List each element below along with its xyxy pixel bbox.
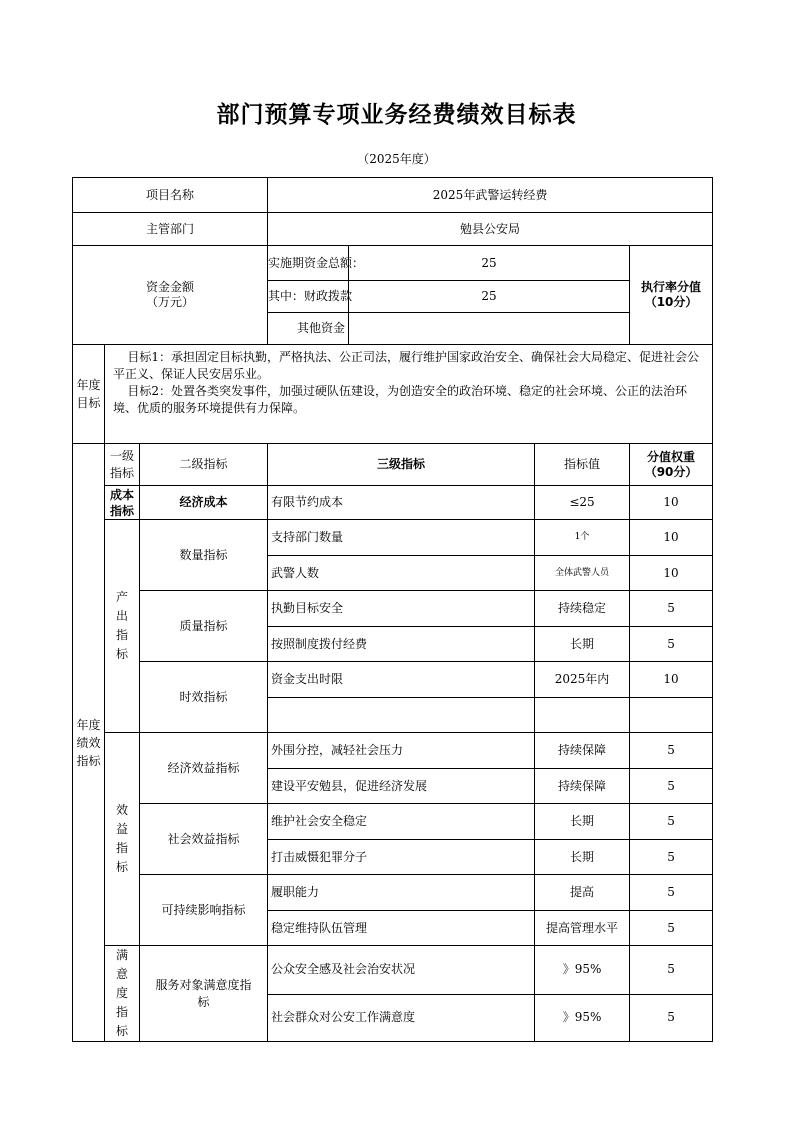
annual-goals-label: 年度目标: [73, 345, 105, 444]
execution-rate-line2: （10分）: [644, 295, 698, 309]
social-benefit-indicator: 社会效益指标: [140, 804, 268, 875]
economic-item-2-name: 建设平安勉县，促进经济发展: [268, 769, 535, 804]
output-level1: 产出指标: [105, 520, 140, 733]
performance-target-table: [72, 177, 713, 1042]
social-item-1-name: 维护社会安全稳定: [268, 804, 535, 840]
quality-item-2-weight: 5: [630, 627, 713, 662]
sustainable-item-1-name: 履职能力: [268, 875, 535, 911]
quality-item-2-value: 长期: [535, 627, 630, 662]
header-value: 指标值: [535, 444, 630, 486]
header-level3: 三级指标: [268, 444, 535, 486]
satisfaction-level1: 满意度指标: [105, 946, 140, 1042]
timeliness-indicator: 时效指标: [140, 662, 268, 733]
annual-goals-text: [105, 345, 713, 444]
cost-level3: 有限节约成本: [268, 486, 535, 520]
sustainable-item-2-weight: 5: [630, 911, 713, 946]
satisfaction-item-1-name: 公众安全感及社会治安状况: [268, 946, 535, 995]
quality-item-2-name: 按照制度拨付经费: [268, 627, 535, 662]
goal-2: 目标2：处置各类突发事件，加强过硬队伍建设，为创造安全的政治环境、稳定的社会环境、公正的法治环境、优质的服务环境提供有力保障。: [113, 384, 688, 415]
total-funds-value: 25: [349, 246, 630, 281]
quality-item-1-weight: 5: [630, 591, 713, 627]
social-item-2-value: 长期: [535, 840, 630, 875]
timeliness-item-1-weight: 10: [630, 662, 713, 698]
economic-item-1-name: 外围分控，减轻社会压力: [268, 733, 535, 769]
satisfaction-item-2-value: 》95%: [535, 994, 630, 1041]
header-weight-line1: 分值权重: [647, 449, 696, 464]
satisfaction-indicator: 服务对象满意度指标: [140, 946, 268, 1042]
quality-indicator: 质量指标: [140, 591, 268, 662]
economic-item-1-weight: 5: [630, 733, 713, 769]
economic-item-2-value: 持续保障: [535, 769, 630, 804]
economic-item-2-weight: 5: [630, 769, 713, 804]
cost-level2: 经济成本: [140, 486, 268, 520]
quality-item-1-value: 持续稳定: [535, 591, 630, 627]
header-weight-line2: （90分）: [644, 464, 698, 479]
quantity-item-1-value: 1个: [535, 520, 630, 556]
timeliness-item-1-name: 资金支出时限: [268, 662, 535, 698]
social-item-2-weight: 5: [630, 840, 713, 875]
fiscal-funds-label: 其中：财政拨款: [268, 281, 349, 313]
timeliness-item-2-weight: [630, 698, 713, 733]
sustainable-impact-indicator: 可持续影响指标: [140, 875, 268, 946]
cost-value: ≤25: [535, 486, 630, 520]
cost-weight: 10: [630, 486, 713, 520]
benefit-level1: 效益指标: [105, 733, 140, 946]
sustainable-item-2-name: 稳定维持队伍管理: [268, 911, 535, 946]
economic-item-1-value: 持续保障: [535, 733, 630, 769]
cost-level1: 成本指标: [105, 486, 140, 520]
annual-indicators-label: 年度绩效指标: [73, 444, 105, 1042]
page-title: 部门预算专项业务经费绩效目标表: [216, 102, 577, 128]
social-item-1-weight: 5: [630, 804, 713, 840]
quantity-indicator: 数量指标: [140, 520, 268, 591]
quantity-item-1-name: 支持部门数量: [268, 520, 535, 556]
funds-label-line1: 资金金额: [146, 280, 195, 294]
sustainable-item-1-value: 提高: [535, 875, 630, 911]
goal-1: 目标1：承担固定目标执勤，严格执法、公正司法，履行维护国家政治安全、确保社会大局稳定、促进社会公平正义、保证人民安居乐业。: [113, 350, 700, 381]
satisfaction-item-1-weight: 5: [630, 946, 713, 995]
quantity-item-2-weight: 10: [630, 556, 713, 591]
social-item-1-value: 长期: [535, 804, 630, 840]
social-item-2-name: 打击威慑犯罪分子: [268, 840, 535, 875]
other-funds-label: 其他资金: [268, 313, 349, 345]
fiscal-funds-value: 25: [349, 281, 630, 313]
quantity-item-2-name: 武警人数: [268, 556, 535, 591]
execution-rate-line1: 执行率分值: [641, 280, 702, 294]
timeliness-item-1-value: 2025年内: [535, 662, 630, 698]
header-level1: 一级指标: [105, 444, 140, 486]
execution-rate-score: [630, 246, 713, 345]
quality-item-1-name: 执勤目标安全: [268, 591, 535, 627]
timeliness-item-2-name: [268, 698, 535, 733]
quantity-item-2-value: 全体武警人员: [535, 556, 630, 591]
department-value: 勉县公安局: [268, 213, 713, 246]
sustainable-item-2-value: 提高管理水平: [535, 911, 630, 946]
satisfaction-item-2-weight: 5: [630, 994, 713, 1041]
sustainable-item-1-weight: 5: [630, 875, 713, 911]
funds-label-line2: （万元）: [146, 295, 195, 309]
project-name-value: 2025年武警运转经费: [268, 178, 713, 213]
project-name-label: 项目名称: [73, 178, 268, 213]
economic-benefit-indicator: 经济效益指标: [140, 733, 268, 804]
header-level2: 二级指标: [140, 444, 268, 486]
satisfaction-item-1-value: 》95%: [535, 946, 630, 995]
total-funds-label: 实施期资金总额：: [268, 246, 349, 281]
satisfaction-item-2-name: 社会群众对公安工作满意度: [268, 994, 535, 1041]
funds-label: [73, 246, 268, 345]
other-funds-value: [349, 313, 630, 345]
header-weight: [630, 444, 713, 486]
quantity-item-1-weight: 10: [630, 520, 713, 556]
department-label: 主管部门: [73, 213, 268, 246]
timeliness-item-2-value: [535, 698, 630, 733]
fiscal-year: （2025年度）: [357, 152, 436, 166]
